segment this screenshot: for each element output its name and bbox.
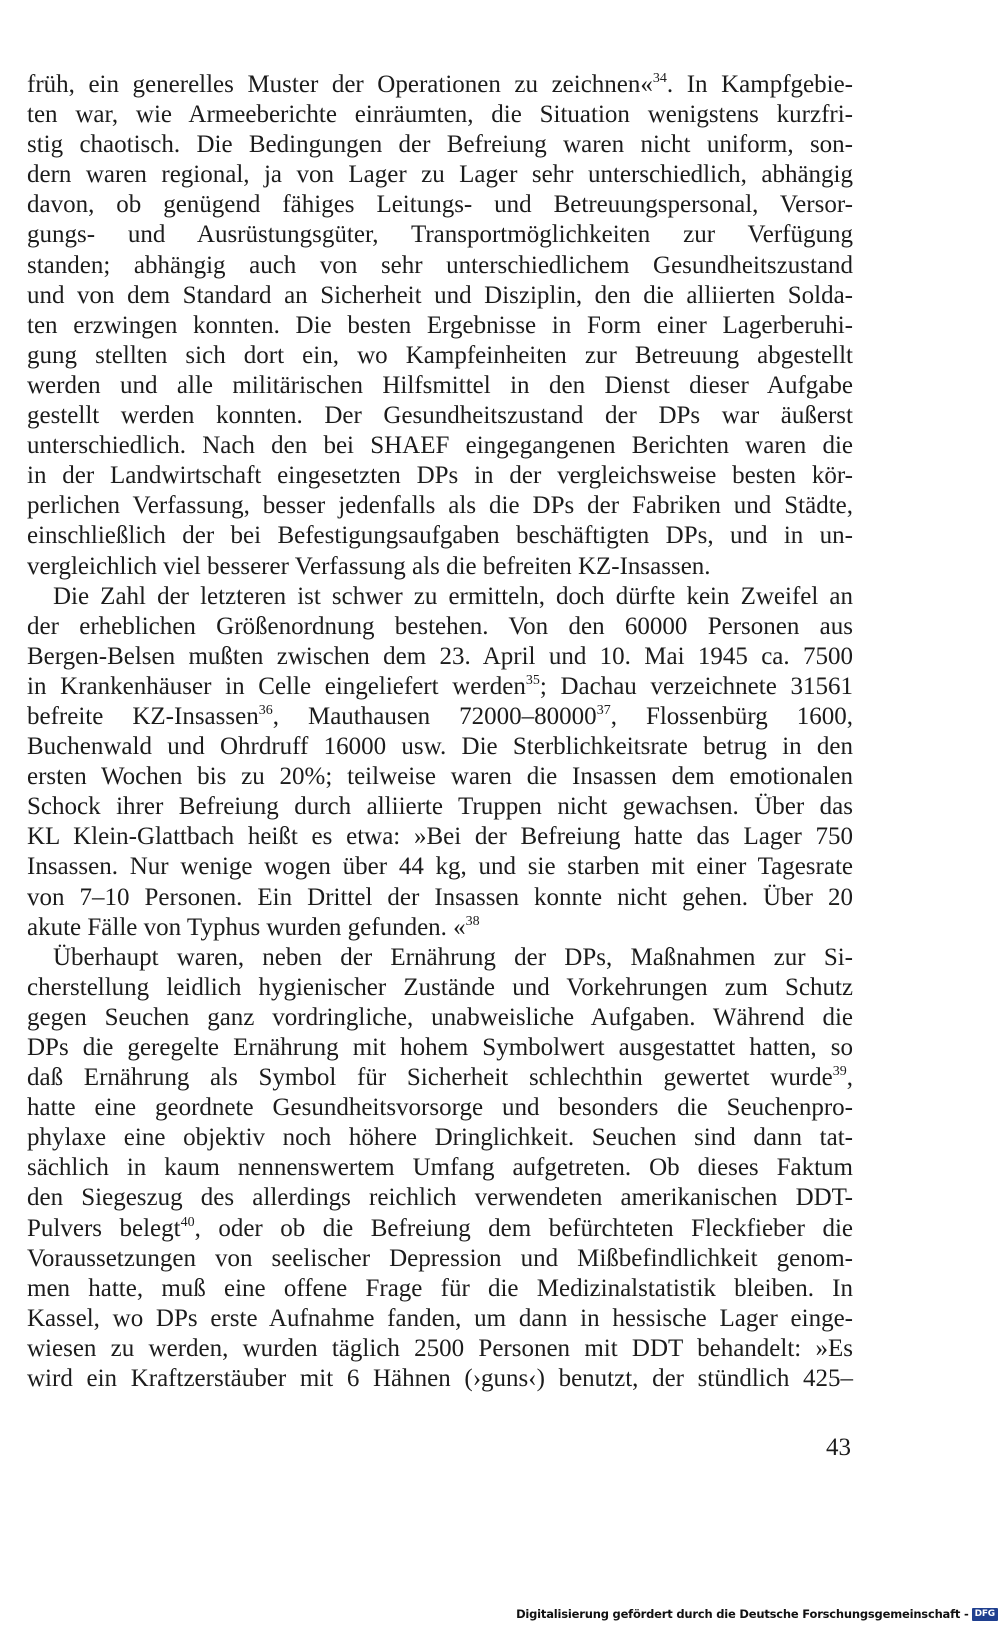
text-line: einschließlich der bei Befestigungsaufgaben beschäftigten DPs, und in un- [27,522,853,550]
text-line: Insassen. Nur wenige wogen über 44 kg, und sie starben mit einer Tagesrate [27,853,853,881]
text-line: hatte eine geordnete Gesundheitsvorsorge und besonders die Seuchenpro- [27,1094,853,1122]
text-line: früh, ein generelles Muster der Operationen zu zeichnen«$^{34}$. In Kampfgebie- [27,71,853,98]
footnote-ref[interactable]: 40 [180,1214,195,1230]
text-line: stig chaotisch. Die Bedingungen der Befreiung waren nicht uniform, son- [27,131,853,159]
footnote-ref[interactable]: 35 [525,672,540,688]
text-line: Schock ihrer Befreiung durch alliierte Truppen nicht gewachsen. Über das [27,793,853,821]
footnote-ref[interactable]: 34 [652,71,667,86]
text-line: gungs- und Ausrüstungsgüter, Transportmöglichkeiten zur Verfügung [27,221,853,249]
text-line: cherstellung leidlich hygienischer Zustände und Vorkehrungen zum Schutz [27,973,853,1001]
text-line: der erheblichen Größenordnung bestehen. Von den 60000 Personen aus [27,612,853,640]
text-line: ten war, wie Armeeberichte einräumten, die Situation wenigstens kurzfri- [27,101,853,129]
text-line: gestellt werden konnten. Der Gesundheitszustand der DPs war äußerst [27,402,853,430]
digitization-footer [516,1606,1000,1622]
text-line: phylaxe eine objektiv noch höhere Dringlichkeit. Seuchen sind dann tat- [27,1124,853,1152]
text-line: wird ein Kraftzerstäuber mit 6 Hähnen (›guns‹) benutzt, der stündlich 425– [27,1365,853,1393]
text-line: gung stellten sich dort ein, wo Kampfeinheiten zur Betreuung abgestellt [27,341,853,369]
dfg-logo-icon: DFG [972,1608,998,1621]
text-line: in der Landwirtschaft eingesetzten DPs in der vergleichsweise besten kör- [27,462,853,490]
text-line: von 7–10 Personen. Ein Drittel der Insassen konnte nicht gehen. Über 20 [27,883,853,911]
text-line: Pulvers belegt$^{40}$, oder ob die Befreiung dem befürchteten Fleckfieber die [27,1214,853,1242]
text-line: men hatte, muß eine offene Frage für die Medizinalstatistik bleiben. In [27,1274,853,1302]
text-line: dern waren regional, ja von Lager zu Lager sehr unterschiedlich, abhängig [27,161,853,189]
text-line: den Siegeszug des allerdings reichlich verwendeten amerikanischen DDT- [27,1184,853,1212]
text-line: und von dem Standard an Sicherheit und Disziplin, den die alliierten Solda- [27,281,853,309]
text-line: akute Fälle von Typhus wurden gefunden. «$^{38}$ [27,913,480,941]
text-line: gegen Seuchen ganz vordringliche, unabweisliche Aufgaben. Während die [27,1003,853,1031]
text-line: daß Ernährung als Symbol für Sicherheit schlechthin gewertet wurde$^{39}$, [27,1064,853,1092]
text-line: KL Klein-Glattbach heißt es etwa: »Bei der Befreiung hatte das Lager 750 [27,823,853,851]
text-line: unterschiedlich. Nach den bei SHAEF eingegangenen Berichten waren die [27,432,853,460]
body-text [27,70,853,1394]
text-line: Voraussetzungen von seelischer Depression und Mißbefindlichkeit genom- [27,1244,853,1272]
text-line: davon, ob genügend fähiges Leitungs- und Betreuungspersonal, Versor- [27,191,853,219]
footer-text: Digitalisierung gefördert durch die Deutsche Forschungsgemeinschaft - [516,1607,969,1621]
page-number: 43 [826,1434,851,1461]
text-line: Bergen-Belsen mußten zwischen dem 23. April und 10. Mai 1945 ca. 7500 [27,642,853,670]
footnote-ref[interactable]: 36 [258,702,273,718]
text-line: ten erzwingen konnten. Die besten Ergebnisse in Form einer Lagerberuhi- [27,311,853,339]
text-line: Kassel, wo DPs erste Aufnahme fanden, um dann in hessische Lager einge- [27,1304,853,1332]
footnote-ref[interactable]: 39 [832,1064,847,1080]
text-line: Die Zahl der letzteren ist schwer zu ermitteln, doch dürfte kein Zweifel an [53,582,853,610]
text-line: vergleichlich viel besserer Verfassung als die befreiten KZ-Insassen. [27,552,711,580]
text-line: in Krankenhäuser in Celle eingeliefert werden$^{35}$; Dachau verzeichnete 31561 [27,672,853,700]
text-line: standen; abhängig auch von sehr unterschiedlichem Gesundheitszustand [27,251,853,279]
text-line: wiesen zu werden, wurden täglich 2500 Personen mit DDT behandelt: »Es [27,1334,853,1362]
footnote-ref[interactable]: 38 [465,913,480,929]
text-line: Buchenwald und Ohrdruff 16000 usw. Die Sterblichkeitsrate betrug in den [27,733,853,761]
text-line: sächlich in kaum nennenswertem Umfang aufgetreten. Ob dieses Faktum [27,1154,853,1182]
text-line: perlichen Verfassung, besser jedenfalls als die DPs der Fabriken und Städte, [27,492,853,520]
text-line: ersten Wochen bis zu 20%; teilweise waren die Insassen dem emotionalen [27,763,853,791]
text-line: werden und alle militärischen Hilfsmittel in den Dienst dieser Aufgabe [27,371,853,399]
text-line: Überhaupt waren, neben der Ernährung der DPs, Maßnahmen zur Si- [53,943,853,971]
footnote-ref[interactable]: 37 [596,702,611,718]
text-line: befreite KZ-Insassen$^{36}$, Mauthausen 72000–80000$^{37}$, Flossenbürg 1600, [27,702,853,730]
text-line: DPs die geregelte Ernährung mit hohem Symbolwert ausgestattet hatten, so [27,1034,853,1061]
